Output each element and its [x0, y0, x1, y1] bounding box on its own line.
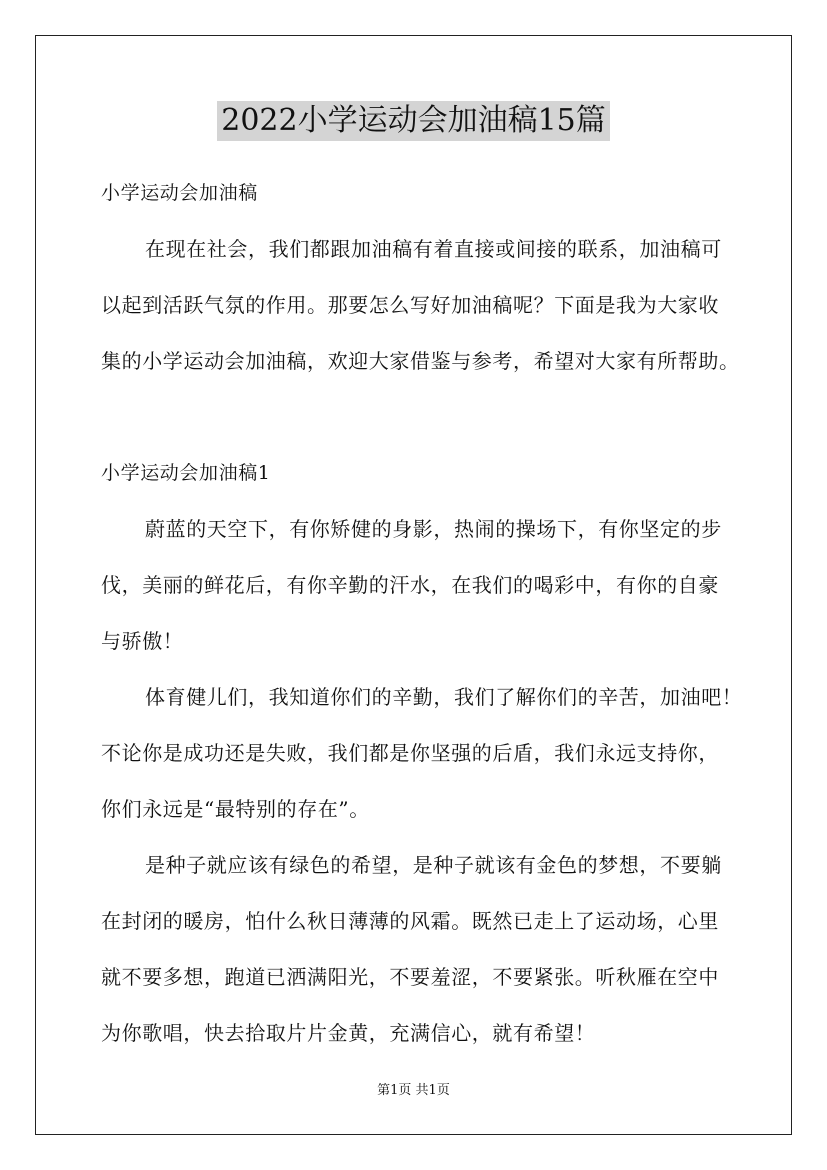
- para2-line-1: 体育健儿们，我知道你们的辛勤，我们了解你们的辛苦，加油吧！: [145, 685, 743, 709]
- para3-line-1: 是种子就应该有绿色的希望，是种子就该有金色的梦想，不要躺: [145, 853, 722, 877]
- intro-line-2: 以起到活跃气氛的作用。那要怎么写好加油稿呢？下面是我为大家收: [101, 293, 719, 317]
- intro-line-3: 集的小学运动会加油稿，欢迎大家借鉴与参考，希望对大家有所帮助。: [101, 349, 740, 373]
- document-title: 2022小学运动会加油稿15篇: [217, 101, 610, 141]
- section-heading: 小学运动会加油稿: [101, 182, 258, 204]
- para1-line-3: 与骄傲！: [101, 629, 184, 653]
- title-container: [0, 101, 827, 141]
- section-heading-1: 小学运动会加油稿1: [101, 462, 271, 484]
- page-footer: 第1页 共1页: [377, 1083, 450, 1098]
- document-body: [101, 180, 741, 1047]
- para2-line-2: 不论你是成功还是失败，我们都是你坚强的后盾，我们永远支持你，: [101, 741, 719, 765]
- para1-line-1: 蔚蓝的天空下，有你矫健的身影，热闹的操场下，有你坚定的步: [145, 517, 722, 541]
- intro-line-1: 在现在社会，我们都跟加油稿有着直接或间接的联系，加油稿可: [145, 237, 722, 261]
- para3-line-3: 就不要多想，跑道已洒满阳光，不要羞涩，不要紧张。听秋雁在空中: [101, 965, 719, 989]
- para2-line-3: 你们永远是“最特别的存在”。: [101, 797, 370, 821]
- para3-line-4: 为你歌唱，快去拾取片片金黄，充满信心，就有希望！: [101, 1021, 596, 1045]
- para1-line-2: 伐，美丽的鲜花后，有你辛勤的汗水，在我们的喝彩中，有你的自豪: [101, 573, 719, 597]
- para3-line-2: 在封闭的暖房，怕什么秋日薄薄的风霜。既然已走上了运动场，心里: [101, 909, 719, 933]
